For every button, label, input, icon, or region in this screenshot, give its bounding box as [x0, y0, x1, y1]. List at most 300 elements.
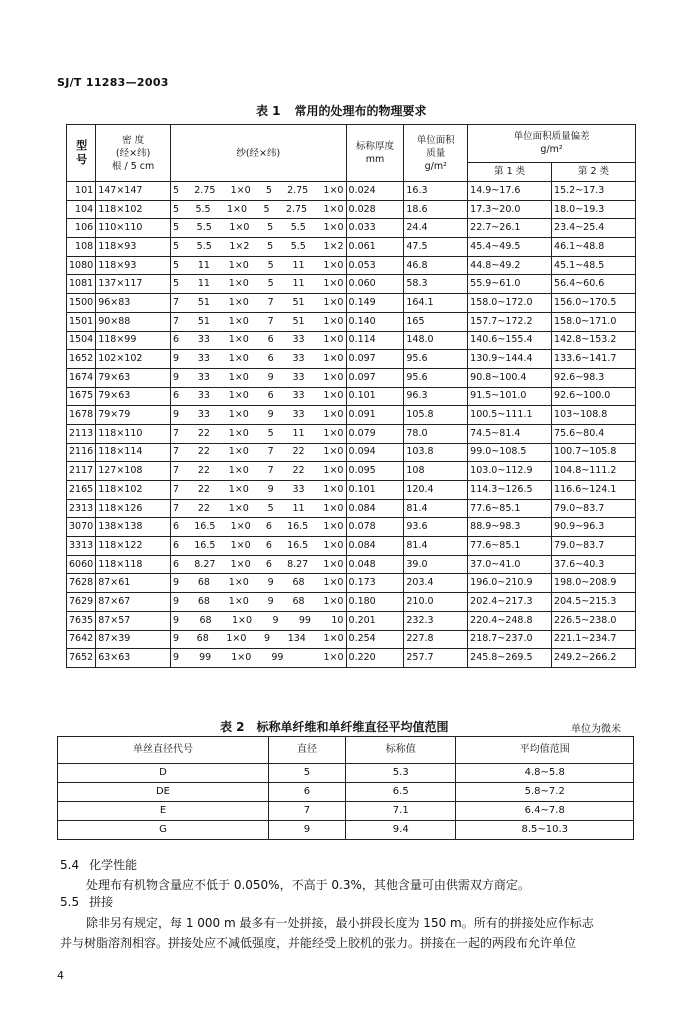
cell-density: 79×79 — [96, 406, 171, 425]
yarn-part: 68 — [197, 577, 210, 589]
cell-area-mass: 24.4 — [404, 219, 468, 238]
table-row — [67, 331, 636, 350]
yarn-part: 6 — [173, 558, 180, 570]
cell-thickness: 0.084 — [346, 499, 404, 518]
yarn-part: 9 — [272, 614, 279, 626]
yarn-part: 5 — [267, 240, 274, 252]
section-5-4-text: 处理布有机物含量应不低于 0.050%，不高于 0.3%，其他含量可由供需双方商定。 — [86, 878, 530, 892]
table-row — [67, 649, 636, 668]
cell-class2: 23.4~25.4 — [552, 219, 636, 238]
yarn-part: 134 — [287, 633, 306, 645]
table-row — [67, 593, 636, 612]
table-row — [58, 821, 634, 840]
cell-class2: 221.1~234.7 — [552, 630, 636, 649]
table-row — [67, 406, 636, 425]
cell-thickness: 0.173 — [346, 574, 404, 593]
cell-thickness: 0.097 — [346, 368, 404, 387]
yarn-part: 22 — [292, 446, 305, 458]
table2-header-cell: 标称值 — [345, 737, 456, 764]
table-row — [67, 630, 636, 649]
cell-class2: 75.6~80.4 — [552, 424, 636, 443]
yarn-part: 7 — [173, 446, 180, 458]
yarn-part: 22 — [197, 502, 210, 514]
cell-yarn — [171, 443, 347, 462]
yarn-part: 5.5 — [290, 222, 306, 234]
table-row — [67, 462, 636, 481]
yarn-part: 1×0 — [323, 315, 344, 327]
yarn-part: 1×0 — [228, 502, 249, 514]
header-yarn: 纱(经×纬) — [171, 125, 347, 182]
header-class1: 第 1 类 — [468, 162, 552, 181]
cell-yarn — [171, 350, 347, 369]
cell-thickness: 0.101 — [346, 387, 404, 406]
yarn-part: 22 — [197, 446, 210, 458]
table-row — [67, 294, 636, 313]
yarn-part: 51 — [197, 296, 210, 308]
cell-yarn — [171, 368, 347, 387]
cell-thickness: 0.097 — [346, 350, 404, 369]
header-thickness: 标称厚度 mm — [346, 125, 404, 182]
cell-class1: 22.7~26.1 — [468, 219, 552, 238]
table-row — [67, 238, 636, 257]
cell-class1: 14.9~17.6 — [468, 182, 552, 201]
cell-area-mass: 210.0 — [404, 593, 468, 612]
yarn-part: 6 — [265, 521, 272, 533]
yarn-part: 7 — [267, 315, 274, 327]
yarn-part: 1×0 — [323, 595, 344, 607]
table2-caption — [220, 718, 449, 735]
cell-thickness: 0.053 — [346, 256, 404, 275]
yarn-part: 5 — [263, 203, 270, 215]
cell-thickness: 0.033 — [346, 219, 404, 238]
yarn-part: 1×0 — [228, 427, 249, 439]
yarn-part: 1×0 — [323, 259, 344, 271]
cell-type: 104 — [67, 200, 96, 219]
cell-class1: 103.0~112.9 — [468, 462, 552, 481]
yarn-part: 9 — [173, 577, 180, 589]
cell-type: 2165 — [67, 481, 96, 500]
yarn-part: 9 — [173, 614, 180, 626]
cell-area-mass: 148.0 — [404, 331, 468, 350]
cell-yarn — [171, 424, 347, 443]
yarn-part: 1×0 — [228, 465, 249, 477]
cell-class2: 90.9~96.3 — [552, 518, 636, 537]
table-row — [67, 275, 636, 294]
table2-header-cell: 单丝直径代号 — [58, 737, 269, 764]
cell-class2: 249.2~266.2 — [552, 649, 636, 668]
yarn-part: 5 — [173, 222, 180, 234]
yarn-part: 1×0 — [231, 614, 253, 626]
cell-class2: 156.0~170.5 — [552, 294, 636, 313]
yarn-part: 6 — [173, 539, 180, 551]
yarn-part: 5 — [267, 502, 274, 514]
cell-yarn — [171, 611, 347, 630]
cell-class1: 74.5~81.4 — [468, 424, 552, 443]
table2-cell: 9.4 — [345, 821, 456, 840]
cell-area-mass: 18.6 — [404, 200, 468, 219]
yarn-part: 33 — [292, 390, 305, 402]
table2-cell: 7.1 — [345, 802, 456, 821]
cell-thickness: 0.061 — [346, 238, 404, 257]
cell-type: 1674 — [67, 368, 96, 387]
cell-class2: 142.8~153.2 — [552, 331, 636, 350]
yarn-part: 1×0 — [323, 409, 344, 421]
cell-class1: 17.3~20.0 — [468, 200, 552, 219]
yarn-part: 1×0 — [323, 539, 344, 551]
cell-class2: 158.0~171.0 — [552, 312, 636, 331]
table-row — [58, 783, 634, 802]
cell-area-mass: 78.0 — [404, 424, 468, 443]
cell-yarn — [171, 387, 347, 406]
cell-area-mass: 164.1 — [404, 294, 468, 313]
yarn-part: 1×0 — [323, 652, 344, 664]
yarn-part: 9 — [173, 633, 180, 645]
table-row — [67, 200, 636, 219]
cell-density: 87×39 — [96, 630, 171, 649]
cell-yarn — [171, 462, 347, 481]
cell-type: 1501 — [67, 312, 96, 331]
cell-density: 118×122 — [96, 537, 171, 556]
yarn-part: 51 — [292, 296, 305, 308]
table2-cell: G — [58, 821, 269, 840]
cell-density: 118×126 — [96, 499, 171, 518]
yarn-part: 2.75 — [285, 203, 308, 215]
cell-class1: 91.5~101.0 — [468, 387, 552, 406]
table-row — [58, 802, 634, 821]
table1 — [66, 124, 636, 668]
cell-density: 79×63 — [96, 387, 171, 406]
table2-header-cell: 平均值范围 — [456, 737, 634, 764]
yarn-part: 6 — [173, 390, 180, 402]
yarn-part: 1×0 — [323, 390, 344, 402]
cell-class1: 77.6~85.1 — [468, 499, 552, 518]
yarn-part: 1×0 — [228, 315, 249, 327]
cell-class1: 158.0~172.0 — [468, 294, 552, 313]
cell-type: 106 — [67, 219, 96, 238]
cell-type: 3070 — [67, 518, 96, 537]
cell-type: 101 — [67, 182, 96, 201]
yarn-part: 1×0 — [323, 483, 344, 495]
cell-thickness: 0.180 — [346, 593, 404, 612]
table-row — [67, 219, 636, 238]
yarn-part: 5 — [173, 259, 180, 271]
table2-title: 标称单纤维和单纤维直径平均值范围 — [256, 720, 449, 734]
table-row — [67, 443, 636, 462]
yarn-part: 1×0 — [231, 652, 252, 664]
yarn-part: 1×0 — [230, 521, 251, 533]
table2-header-cell: 直径 — [268, 737, 345, 764]
yarn-part: 1×0 — [226, 203, 248, 215]
yarn-part: 51 — [292, 315, 305, 327]
cell-class2: 45.1~48.5 — [552, 256, 636, 275]
cell-thickness: 0.114 — [346, 331, 404, 350]
table2-cell: 5.3 — [345, 764, 456, 783]
table-row — [67, 499, 636, 518]
yarn-part: 1×0 — [323, 427, 344, 439]
yarn-part: 1×0 — [229, 222, 250, 234]
cell-class1: 77.6~85.1 — [468, 537, 552, 556]
table-row — [67, 350, 636, 369]
table2 — [57, 736, 634, 840]
yarn-part: 6 — [267, 334, 274, 346]
yarn-part: 1×0 — [228, 390, 249, 402]
yarn-part: 6 — [267, 353, 274, 365]
yarn-part: 1×0 — [323, 446, 344, 458]
cell-yarn — [171, 331, 347, 350]
yarn-part: 22 — [197, 483, 210, 495]
cell-area-mass: 108 — [404, 462, 468, 481]
cell-thickness: 0.078 — [346, 518, 404, 537]
yarn-part: 1×0 — [228, 353, 249, 365]
cell-yarn — [171, 481, 347, 500]
yarn-part: 11 — [292, 502, 305, 514]
cell-density: 63×63 — [96, 649, 171, 668]
cell-class2: 226.5~238.0 — [552, 611, 636, 630]
cell-area-mass: 46.8 — [404, 256, 468, 275]
yarn-part: 33 — [292, 483, 305, 495]
yarn-part: 16.5 — [287, 539, 309, 551]
cell-density: 118×93 — [96, 256, 171, 275]
yarn-part: 6 — [265, 539, 272, 551]
yarn-part: 2.75 — [287, 184, 309, 196]
yarn-part: 9 — [173, 409, 180, 421]
yarn-part: 1×0 — [228, 278, 249, 290]
table-row — [67, 368, 636, 387]
cell-type: 7652 — [67, 649, 96, 668]
cell-class1: 45.4~49.5 — [468, 238, 552, 257]
cell-area-mass: 47.5 — [404, 238, 468, 257]
cell-class2: 18.0~19.3 — [552, 200, 636, 219]
cell-class1: 55.9~61.0 — [468, 275, 552, 294]
yarn-part: 33 — [292, 371, 305, 383]
cell-class2: 46.1~48.8 — [552, 238, 636, 257]
cell-type: 3313 — [67, 537, 96, 556]
table-row — [67, 555, 636, 574]
cell-class1: 37.0~41.0 — [468, 555, 552, 574]
header-type: 型号 — [67, 125, 96, 182]
cell-yarn — [171, 406, 347, 425]
cell-thickness: 0.140 — [346, 312, 404, 331]
cell-class2: 204.5~215.3 — [552, 593, 636, 612]
yarn-part: 5 — [267, 278, 274, 290]
cell-type: 2117 — [67, 462, 96, 481]
yarn-part: 6 — [265, 558, 272, 570]
yarn-part: 5 — [267, 427, 274, 439]
cell-area-mass: 81.4 — [404, 537, 468, 556]
cell-density: 96×83 — [96, 294, 171, 313]
yarn-part: 8.27 — [287, 558, 309, 570]
table2-cell: 5 — [268, 764, 345, 783]
table1-title: 常用的处理布的物理要求 — [294, 104, 427, 118]
cell-class1: 99.0~108.5 — [468, 443, 552, 462]
yarn-part: 5.5 — [196, 222, 212, 234]
cell-type: 7628 — [67, 574, 96, 593]
yarn-part: 22 — [197, 427, 210, 439]
yarn-part: 10 — [331, 614, 344, 626]
yarn-part: 6 — [267, 390, 274, 402]
yarn-part: 1×0 — [230, 558, 251, 570]
yarn-part: 11 — [197, 278, 210, 290]
yarn-part: 1×0 — [228, 446, 249, 458]
cell-type: 2116 — [67, 443, 96, 462]
cell-type: 7635 — [67, 611, 96, 630]
table2-cell: 6.5 — [345, 783, 456, 802]
cell-class1: 114.3~126.5 — [468, 481, 552, 500]
yarn-part: 5 — [173, 240, 180, 252]
yarn-part: 1×0 — [323, 296, 344, 308]
cell-type: 2113 — [67, 424, 96, 443]
yarn-part: 1×0 — [323, 465, 344, 477]
yarn-part: 1×0 — [323, 184, 344, 196]
cell-density: 118×93 — [96, 238, 171, 257]
yarn-part: 1×0 — [323, 521, 344, 533]
yarn-part: 6 — [173, 521, 180, 533]
cell-type: 1675 — [67, 387, 96, 406]
yarn-part: 1×0 — [323, 371, 344, 383]
yarn-part: 1×0 — [323, 558, 344, 570]
table2-cell: 4.8~5.8 — [456, 764, 634, 783]
yarn-part: 1×2 — [229, 240, 250, 252]
yarn-part: 1×0 — [228, 409, 249, 421]
cell-density: 79×63 — [96, 368, 171, 387]
yarn-part: 7 — [173, 296, 180, 308]
cell-type: 1652 — [67, 350, 96, 369]
yarn-part: 1×0 — [323, 334, 344, 346]
yarn-part: 7 — [267, 465, 274, 477]
header-class2: 第 2 类 — [552, 162, 636, 181]
table2-cell: 7 — [268, 802, 345, 821]
cell-density: 118×99 — [96, 331, 171, 350]
cell-type: 1678 — [67, 406, 96, 425]
yarn-part: 11 — [197, 259, 210, 271]
cell-class2: 37.6~40.3 — [552, 555, 636, 574]
yarn-part: 16.5 — [194, 521, 216, 533]
yarn-part: 5 — [265, 184, 272, 196]
cell-yarn — [171, 219, 347, 238]
yarn-part: 33 — [292, 353, 305, 365]
cell-class2: 92.6~100.0 — [552, 387, 636, 406]
cell-class1: 44.8~49.2 — [468, 256, 552, 275]
header-density: 密 度 (经×纬) 根 / 5 cm — [96, 125, 171, 182]
cell-density: 118×110 — [96, 424, 171, 443]
table1-caption — [256, 102, 427, 119]
cell-yarn — [171, 275, 347, 294]
cell-thickness: 0.048 — [346, 555, 404, 574]
cell-class1: 130.9~144.4 — [468, 350, 552, 369]
cell-yarn — [171, 518, 347, 537]
cell-thickness: 0.220 — [346, 649, 404, 668]
cell-class2: 79.0~83.7 — [552, 499, 636, 518]
cell-type: 1500 — [67, 294, 96, 313]
yarn-part: 99 — [298, 614, 311, 626]
cell-area-mass: 95.6 — [404, 368, 468, 387]
yarn-part: 7 — [173, 315, 180, 327]
yarn-part: 9 — [173, 595, 180, 607]
cell-class2: 15.2~17.3 — [552, 182, 636, 201]
yarn-part: 9 — [267, 595, 274, 607]
cell-class1: 196.0~210.9 — [468, 574, 552, 593]
yarn-part: 1×0 — [323, 278, 344, 290]
yarn-part: 33 — [197, 334, 210, 346]
yarn-part: 33 — [197, 371, 210, 383]
yarn-part: 9 — [267, 483, 274, 495]
yarn-part: 9 — [173, 652, 180, 664]
section-5-5-heading: 5.5 拼接 — [60, 895, 114, 909]
yarn-part: 22 — [197, 465, 210, 477]
section-5-5-text-line1: 除非另有规定，每 1 000 m 最多有一处拼接，最小拼段长度为 150 m。所有的拼接处应作标志 — [86, 916, 594, 930]
cell-area-mass: 95.6 — [404, 350, 468, 369]
standard-number: SJ/T 11283—2003 — [57, 76, 169, 89]
yarn-part: 5 — [267, 259, 274, 271]
yarn-part: 1×0 — [323, 203, 344, 215]
table-row — [67, 611, 636, 630]
cell-yarn — [171, 312, 347, 331]
yarn-part: 68 — [199, 614, 212, 626]
cell-density: 102×102 — [96, 350, 171, 369]
cell-density: 87×61 — [96, 574, 171, 593]
yarn-part: 16.5 — [194, 539, 216, 551]
yarn-part: 33 — [197, 390, 210, 402]
cell-density: 110×110 — [96, 219, 171, 238]
yarn-part: 1×2 — [323, 240, 344, 252]
cell-type: 108 — [67, 238, 96, 257]
cell-area-mass: 81.4 — [404, 499, 468, 518]
yarn-part: 11 — [292, 259, 305, 271]
yarn-part: 1×0 — [323, 222, 344, 234]
yarn-part: 11 — [292, 427, 305, 439]
cell-area-mass: 203.4 — [404, 574, 468, 593]
yarn-part: 5 — [173, 203, 180, 215]
yarn-part: 1×0 — [230, 184, 251, 196]
cell-area-mass: 232.3 — [404, 611, 468, 630]
cell-yarn — [171, 555, 347, 574]
cell-class2: 116.6~124.1 — [552, 481, 636, 500]
yarn-part: 1×0 — [323, 502, 344, 514]
cell-density: 137×117 — [96, 275, 171, 294]
cell-area-mass: 105.8 — [404, 406, 468, 425]
yarn-part: 22 — [292, 465, 305, 477]
cell-area-mass: 58.3 — [404, 275, 468, 294]
header-deviation: 单位面积质量偏差 g/m² — [468, 125, 636, 163]
cell-density: 138×138 — [96, 518, 171, 537]
cell-density: 118×118 — [96, 555, 171, 574]
cell-type: 1081 — [67, 275, 96, 294]
cell-area-mass: 96.3 — [404, 387, 468, 406]
yarn-part: 9 — [267, 371, 274, 383]
table-row — [67, 424, 636, 443]
yarn-part: 7 — [173, 465, 180, 477]
cell-thickness: 0.079 — [346, 424, 404, 443]
yarn-part: 33 — [292, 409, 305, 421]
cell-thickness: 0.101 — [346, 481, 404, 500]
yarn-part: 9 — [267, 409, 274, 421]
table-row — [67, 537, 636, 556]
cell-class2: 56.4~60.6 — [552, 275, 636, 294]
table-row — [67, 518, 636, 537]
yarn-part: 1×0 — [230, 539, 251, 551]
yarn-part: 1×0 — [323, 353, 344, 365]
cell-class1: 100.5~111.1 — [468, 406, 552, 425]
section-5-4-heading: 5.4 化学性能 — [60, 858, 138, 872]
cell-area-mass: 120.4 — [404, 481, 468, 500]
cell-yarn — [171, 294, 347, 313]
cell-thickness: 0.091 — [346, 406, 404, 425]
cell-yarn — [171, 649, 347, 668]
cell-type: 1504 — [67, 331, 96, 350]
cell-class1: 140.6~155.4 — [468, 331, 552, 350]
cell-density: 118×114 — [96, 443, 171, 462]
yarn-part: 7 — [173, 427, 180, 439]
